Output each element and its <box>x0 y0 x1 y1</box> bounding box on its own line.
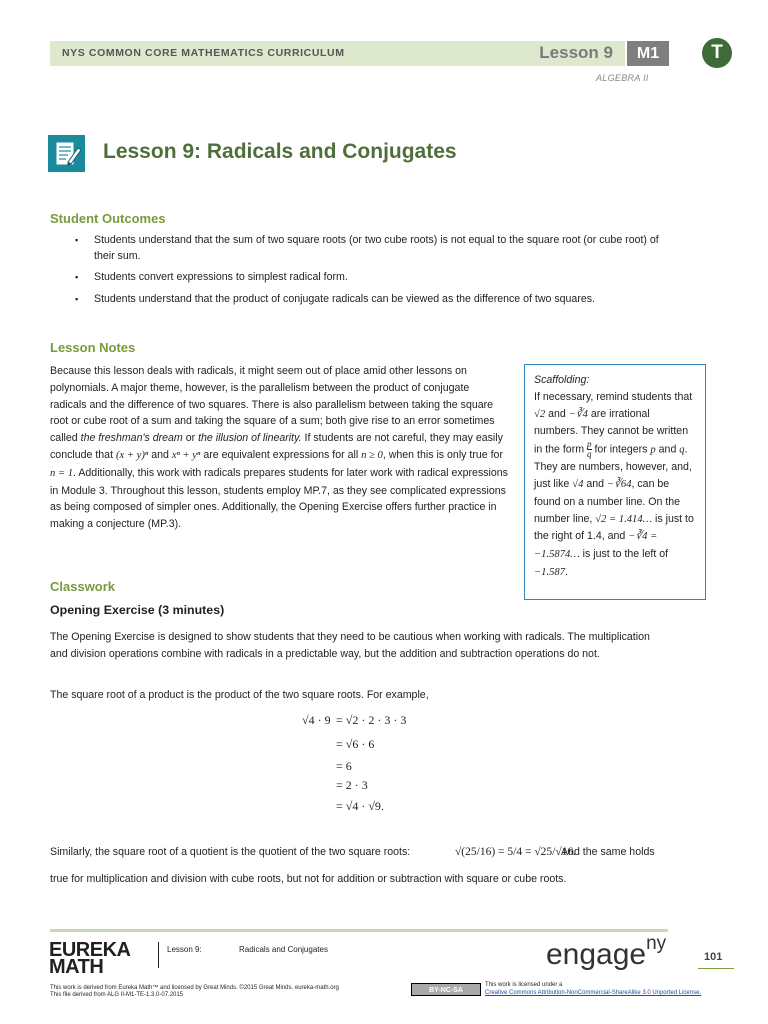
footer-lesson-name: Radicals and Conjugates <box>239 945 328 954</box>
lesson-label: Lesson 9 <box>539 43 613 62</box>
equation-line: = √4 · √9. <box>336 799 384 813</box>
footer-rule <box>50 929 668 932</box>
product-rule-paragraph: The square root of a product is the product of the two square roots. For example, <box>50 689 429 701</box>
equation-line: = √6 · 6 <box>336 737 375 751</box>
curriculum-label: NYS COMMON CORE MATHEMATICS CURRICULUM <box>62 47 345 59</box>
scaffolding-box <box>524 364 706 600</box>
lesson-notes-paragraph: Because this lesson deals with radicals, it might seem out of place amid other lessons on polynomials. A major theme, however, is the parallelism between the product of conjugate radicals and the difference of two squares. There is also parallelism between taking the square root or cube root of a sum and taking the square of a sum; both give rise to an error sometimes called the freshman's dream or the illusion of linearity. If students are not careful, they may easily conclude that (x + y)ⁿ and xⁿ + yⁿ are equivalent expressions for all n ≥ 0, when this is only true for n = 1. Additionally, this work with radicals prepares students for later work with radical expressions in Module 3. Throughout this lesson, students employ MP.7, as they see complicated expressions as being composed of simpler ones. Additionally, the Opening Exercise offers further practice in making a conjecture (MP.3). <box>50 365 508 531</box>
equation-line: = √2 · 2 · 3 · 3 <box>336 713 407 727</box>
outcomes-heading: Student Outcomes <box>50 211 166 226</box>
module-badge: M1 <box>627 41 669 66</box>
list-item: ▪ Students understand that the sum of two square roots (or two cube roots) is not equal to the square root (or cube root) of their sum. <box>73 233 679 264</box>
license-text: This work is licensed under a <box>485 982 563 988</box>
classwork-heading: Classwork <box>50 579 116 594</box>
footer-credit-1: This work is derived from Eureka Math™ and licensed by Great Minds. ©2015 Great Minds. eureka-math.org <box>50 985 339 991</box>
engageny-logo: engage$^{ny}$ <box>546 933 667 971</box>
course-label: ALGEBRA II <box>596 73 649 83</box>
outcomes-list <box>73 233 693 313</box>
list-item: ▪ Students understand that the product of conjugate radicals can be viewed as the difference of two squares. <box>73 292 693 308</box>
list-item: ▪ Students convert expressions to simplest radical form. <box>73 270 693 286</box>
footer-lesson-label: Lesson 9: <box>167 945 202 954</box>
equation-lhs: √4 · 9 <box>302 713 331 727</box>
equation-line: = 2 · 3 <box>336 778 368 792</box>
lesson-notebook-icon <box>48 135 85 172</box>
header-bar <box>50 41 625 66</box>
footer-divider <box>158 942 159 968</box>
page-number: 101 <box>704 951 723 963</box>
cube-roots-paragraph: true for multiplication and division with cube roots, but not for addition or subtraction with square or cube roots. <box>50 873 567 885</box>
footer-credit-2: This file derived from ALG II-M1-TE-1.3.0-07.2015 <box>50 992 184 998</box>
notes-heading: Lesson Notes <box>50 340 136 355</box>
quotient-rule-text: Similarly, the square root of a quotient is the quotient of the two square roots: <box>50 846 411 858</box>
fraction-p-over-q: $\frac{p}{q}$ <box>587 439 592 460</box>
scaffolding-text: If necessary, remind students that √2 and −∛4 are irrational numbers. They cannot be written in the form $\frac{p}{q}$ for integers p and q. They are numbers, however, and, just like √4 and −∛64, can be found on a number line. On the number line, √2 = 1.414… is just to the right of 1.4, and −∛4 = −1.5874… is just to the left of −1.587. <box>534 390 694 579</box>
opening-exercise-paragraph: The Opening Exercise is designed to show students that they need to be cautious when working with radicals. The multiplication and division operations combine with radicals in a predictable way, but the addition and subtraction operations do not. <box>50 631 650 660</box>
cc-license-badge: BY-NC-SA <box>411 983 481 996</box>
page-number-rule <box>698 968 734 969</box>
teacher-edition-badge: T <box>702 38 732 68</box>
equation-line: = 6 <box>336 759 352 773</box>
quotient-equation: √(25/16) = 5/4 = √25/√16. <box>455 846 577 858</box>
eureka-math-logo: EUREKA MATH <box>49 939 131 978</box>
page-title: Lesson 9: Radicals and Conjugates <box>103 140 457 163</box>
scaffolding-title: Scaffolding: <box>534 374 590 386</box>
license-link[interactable]: Creative Commons Attribution-NonCommercial-ShareAlike 3.0 Unported License. <box>485 990 702 996</box>
quotient-rule-text-cont: And the same holds <box>561 846 655 858</box>
opening-exercise-title: Opening Exercise (3 minutes) <box>50 603 225 617</box>
